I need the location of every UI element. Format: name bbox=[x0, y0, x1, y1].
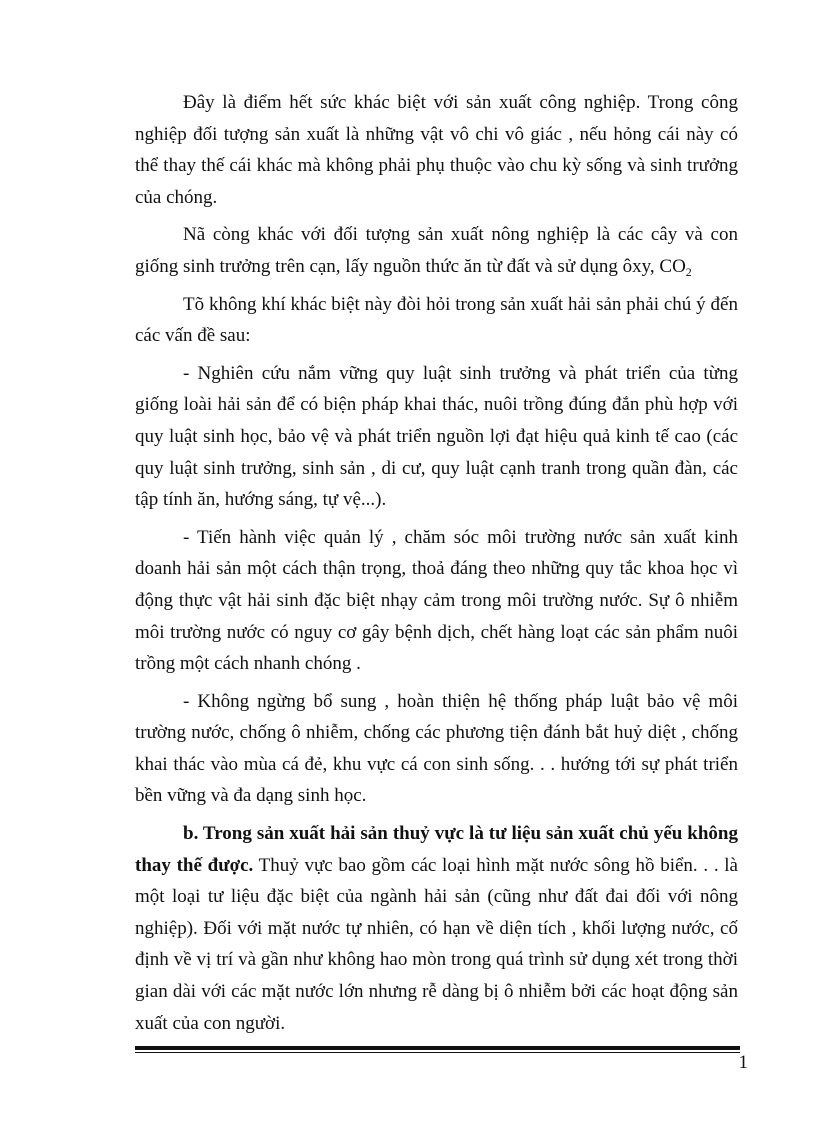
section-b-heading: b. Trong sản xuất hải sản thuỷ vực là tư liệu sản xuất chủ yếu không thay thế được. bbox=[135, 823, 738, 876]
paragraph-2 bbox=[135, 219, 738, 282]
paragraph-7 bbox=[135, 818, 738, 1039]
paragraph-3: Tõ không khí khác biệt này đòi hỏi trong sản xuất hải sản phải chú ý đến các vấn đề sau: bbox=[135, 293, 738, 347]
page-number: 1 bbox=[738, 1052, 748, 1073]
co2-subscript: 2 bbox=[685, 264, 692, 279]
paragraph-4: - Nghiên cứu nắm vững quy luật sinh trưởng và phát triển của từng giống loài hải sản để có biện pháp khai thác, nuôi trồng đúng đắn phù hợp với quy luật sinh học, bảo vệ và phát triển nguồn lợi đạt hiệu quả kinh tế cao (các quy luật sinh trưởng, sinh sản , di cư, quy luật cạnh tranh trong quần đàn, các tập tính ăn, hướng sáng, tự vệ...). bbox=[135, 362, 738, 511]
paragraph-6: - Không ngừng bổ sung , hoàn thiện hệ thống pháp luật bảo vệ môi trường nước, chống ô nhiễm, chống các phương tiện đánh bắt huỷ diệt , chống khai thác vào mùa cá đẻ, khu vực cá con sinh sống. . . hướng tới sự phát triển bền vững và đa dạng sinh học. bbox=[135, 690, 738, 807]
body-text bbox=[135, 87, 738, 1045]
paragraph-1: Đây là điểm hết sức khác biệt với sản xuất công nghiệp. Trong công nghiệp đối tượng sản xuất là những vật vô chi vô giác , nếu hỏng cái này có thể thay thế cái khác mà không phải phụ thuộc vào chu kỳ sống và sinh trưởng của chóng. bbox=[135, 92, 738, 208]
paragraph-2-text: Nã còng khác với đối tượng sản xuất nông nghiệp là các cây và con giống sinh trưởng trên cạn, lấy nguồn thức ăn từ đất và sử dụng ôxy, CO bbox=[135, 224, 738, 277]
paragraph-5: - Tiến hành việc quản lý , chăm sóc môi trường nước sản xuất kinh doanh hải sản một cách thận trọng, thoả đáng theo những quy tắc khoa học vì động thực vật hải sinh đặc biệt nhạy cảm trong môi trường nước. Sự ô nhiễm môi trường nước có nguy cơ gây bệnh dịch, chết hàng loạt các sản phẩm nuôi trồng một cách nhanh chóng . bbox=[135, 526, 738, 675]
paragraph-7-text: Thuỷ vực bao gồm các loại hình mặt nước sông hồ biển. . . là một loại tư liệu đặc biệt của ngành hải sản (cũng như đất đai đối với nông nghiệp). Đối với mặt nước tự nhiên, có hạn về diện tích , khối lượng nước, cố định về vị trí và gần như không hao mòn trong quá trình sử dụng xét trong thời gian dài với các mặt nước lớn nhưng rễ dàng bị ô nhiễm bởi các hoạt động sản xuất của con người. bbox=[135, 854, 738, 1034]
footer-rule bbox=[135, 1046, 740, 1053]
